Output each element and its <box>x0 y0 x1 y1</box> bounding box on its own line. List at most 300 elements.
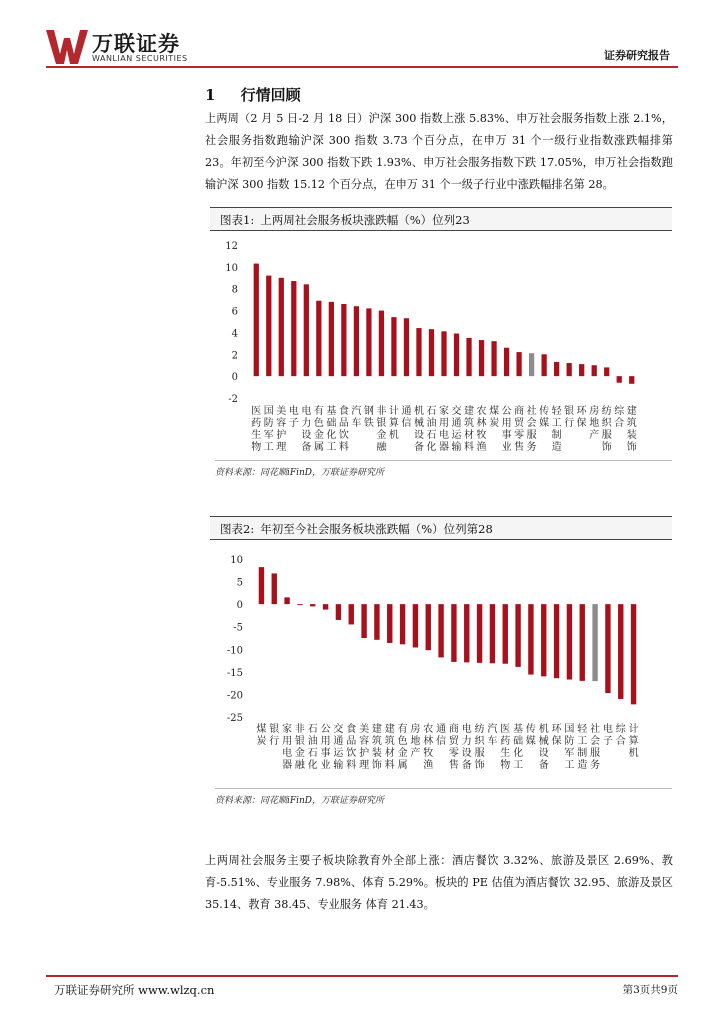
report-type: 证券研究报告 <box>604 49 670 62</box>
bar-煤炭 <box>259 567 264 604</box>
category-label <box>264 405 274 453</box>
bar-石油石化 <box>429 329 434 376</box>
svg-text:房: 房 <box>589 406 600 417</box>
svg-text:食: 食 <box>346 724 357 735</box>
svg-text:业: 业 <box>320 760 331 771</box>
bar-医药生物 <box>254 264 259 377</box>
page-number: 第3页共9页 <box>622 984 678 996</box>
bar-有色金属 <box>400 604 405 644</box>
svg-text:电: 电 <box>439 430 449 441</box>
svg-text:械: 械 <box>538 736 549 747</box>
svg-text:造: 造 <box>551 442 562 453</box>
category-label <box>276 404 286 453</box>
svg-text:林: 林 <box>476 418 487 429</box>
svg-text:饰: 饰 <box>474 760 485 771</box>
svg-text:造: 造 <box>577 760 588 771</box>
svg-text:建: 建 <box>626 406 637 417</box>
bar-纺织服饰 <box>604 367 609 376</box>
svg-text:生: 生 <box>251 430 262 441</box>
bar-综合 <box>617 376 622 383</box>
svg-text:环: 环 <box>551 724 562 735</box>
svg-text:纺: 纺 <box>601 406 612 417</box>
svg-text:银: 银 <box>376 418 387 429</box>
svg-text:渔: 渔 <box>423 760 434 771</box>
svg-text:渔: 渔 <box>476 442 487 453</box>
figure2-header <box>210 516 672 540</box>
bar-电子 <box>605 604 610 693</box>
bar-建筑材料 <box>387 604 392 643</box>
svg-text:生: 生 <box>500 748 511 759</box>
svg-text:备: 备 <box>301 442 312 453</box>
category-label <box>539 722 549 771</box>
svg-text:车: 车 <box>487 736 498 747</box>
bar-非银金融 <box>379 311 384 377</box>
svg-text:行: 行 <box>564 418 575 429</box>
svg-text:服: 服 <box>590 748 601 759</box>
svg-text:汽: 汽 <box>351 406 362 417</box>
svg-text:银: 银 <box>269 724 280 735</box>
svg-text:用: 用 <box>501 418 512 429</box>
svg-text:通: 通 <box>436 724 447 735</box>
svg-text:基: 基 <box>326 406 337 417</box>
bar-电力设备 <box>464 604 469 662</box>
category-label <box>359 722 369 771</box>
category-label <box>552 723 563 747</box>
bar-通信 <box>404 318 409 376</box>
svg-text:工: 工 <box>577 736 588 747</box>
svg-text:信: 信 <box>436 736 447 747</box>
category-label <box>301 404 311 453</box>
svg-text:务: 务 <box>590 760 601 771</box>
bar-国防军工 <box>567 604 572 679</box>
figure1-label: 图表1: <box>220 213 255 227</box>
footer-source: 万联证券研究所 www.wlzq.cn <box>54 983 215 997</box>
svg-text:轻: 轻 <box>577 724 588 735</box>
svg-text:机: 机 <box>388 430 399 441</box>
svg-text:石: 石 <box>426 406 437 417</box>
svg-text:保: 保 <box>551 736 562 747</box>
category-label <box>464 404 474 453</box>
y-tick-label: 10 <box>230 555 243 566</box>
y-tick-label: -20 <box>226 690 243 702</box>
bar-汽车 <box>354 306 359 376</box>
category-label <box>251 405 261 453</box>
svg-text:容: 容 <box>359 736 370 747</box>
svg-text:力: 力 <box>461 736 472 747</box>
svg-text:饮: 饮 <box>346 748 357 759</box>
chart1-biweekly-industry-returns <box>210 232 672 458</box>
category-label <box>364 404 374 429</box>
svg-text:售: 售 <box>448 760 459 771</box>
svg-text:车: 车 <box>351 418 362 429</box>
svg-text:备: 备 <box>538 760 549 771</box>
svg-text:基: 基 <box>513 724 524 735</box>
category-label <box>295 722 306 771</box>
svg-text:零: 零 <box>514 430 525 441</box>
svg-text:设: 设 <box>538 748 549 759</box>
svg-text:贸: 贸 <box>514 418 525 429</box>
svg-text:电: 电 <box>282 748 293 759</box>
svg-text:行: 行 <box>269 736 280 747</box>
bar-商贸零售 <box>516 352 521 376</box>
bar-银行 <box>567 363 572 376</box>
category-label <box>376 404 387 453</box>
svg-text:美: 美 <box>359 724 370 735</box>
category-label <box>475 722 486 771</box>
svg-text:物: 物 <box>500 760 511 771</box>
svg-text:输: 输 <box>333 760 344 771</box>
bar-商贸零售 <box>451 604 456 662</box>
svg-text:用: 用 <box>282 736 293 747</box>
bar-机械设备 <box>416 328 421 376</box>
svg-text:会: 会 <box>590 736 601 747</box>
svg-text:银: 银 <box>294 736 305 747</box>
svg-text:容: 容 <box>276 418 287 429</box>
bar-建筑装饰 <box>629 376 634 384</box>
y-tick-label: -10 <box>226 645 243 657</box>
svg-text:有: 有 <box>397 724 408 735</box>
svg-text:环: 环 <box>576 406 587 417</box>
bar-综合 <box>618 604 623 699</box>
svg-text:属: 属 <box>397 760 408 771</box>
y-tick-label: 0 <box>236 600 243 612</box>
svg-text:防: 防 <box>263 418 274 429</box>
bar-美容护理 <box>361 604 366 638</box>
svg-text:子: 子 <box>602 736 613 747</box>
category-label <box>346 722 356 771</box>
market-review-paragraph: 上两周（2 月 5 日-2 月 18 日）沪深 300 指数上涨 5.83%、申万社会服务指数上涨 2.1%，社会服务指数跑输沪深 300 指数 3.73 个百分点，在申万 31 个一级行业指数涨跌幅排第 23。年初至今沪深 300 指数下跌 1.93%、申万社会服务指数下跌 17.05%，申万社会指数跑输沪深 300 指数 15.12 个百分点，在申万 31 个一级子行业中涨跌幅排名第 28。 <box>205 112 673 191</box>
svg-text:护: 护 <box>359 748 370 759</box>
svg-text:装: 装 <box>626 430 637 441</box>
y-tick-label: -15 <box>226 667 243 679</box>
bar-环保 <box>579 364 584 376</box>
svg-text:筑: 筑 <box>371 736 382 747</box>
svg-text:美: 美 <box>276 406 287 417</box>
svg-text:金: 金 <box>313 430 324 441</box>
y-tick-label: -5 <box>233 622 243 634</box>
bar-食品饮料 <box>349 604 354 624</box>
category-label <box>256 722 266 747</box>
svg-text:机: 机 <box>538 724 549 735</box>
svg-text:交: 交 <box>451 406 462 417</box>
bar-电力设备 <box>304 284 309 376</box>
category-label <box>614 404 625 429</box>
category-label <box>477 404 487 453</box>
bar-钢铁 <box>366 308 371 376</box>
svg-text:综: 综 <box>614 406 625 417</box>
svg-text:媒: 媒 <box>539 418 550 429</box>
y-tick-label: 8 <box>231 284 238 296</box>
category-label <box>627 404 637 453</box>
y-tick-label: 5 <box>236 577 243 589</box>
svg-text:物: 物 <box>251 442 262 453</box>
sub-sector-paragraph: 上两周社会服务主要子板块除教育外全部上涨：酒店餐饮 3.32%、旅游及景区 2.69%、教育-5.51%、专业服务 7.98%、体育 5.29%。板块的 PE 估值为酒店餐饮 32.95、旅游及景区 35.14、教育 38.45、专业服务 体育 21.43。 <box>205 854 673 911</box>
svg-text:筑: 筑 <box>626 418 637 429</box>
bar-社会服务 <box>529 353 534 376</box>
footer-divider <box>46 975 678 977</box>
svg-text:农: 农 <box>476 406 487 417</box>
svg-text:家: 家 <box>282 724 293 735</box>
svg-text:电: 电 <box>288 406 299 417</box>
category-label <box>589 404 599 441</box>
svg-text:通: 通 <box>451 418 462 429</box>
svg-text:材: 材 <box>464 430 475 441</box>
svg-text:用: 用 <box>320 736 331 747</box>
category-label <box>410 722 420 759</box>
y-tick-label: 4 <box>231 328 238 340</box>
svg-text:地: 地 <box>410 736 421 747</box>
svg-text:通: 通 <box>333 736 344 747</box>
figure1-source: 资料来源：同花顺iFinD，万联证券研究所 <box>215 460 672 478</box>
svg-text:用: 用 <box>439 418 449 429</box>
svg-text:合: 合 <box>615 736 626 747</box>
category-label <box>289 404 299 429</box>
svg-text:算: 算 <box>388 418 399 429</box>
bar-医药生物 <box>503 604 508 664</box>
svg-text:通: 通 <box>401 406 412 417</box>
svg-text:保: 保 <box>576 418 587 429</box>
section-title <box>205 84 301 105</box>
category-label <box>527 404 537 453</box>
bar-汽车 <box>490 604 495 663</box>
svg-text:非: 非 <box>294 724 305 735</box>
svg-text:饮: 饮 <box>338 430 349 441</box>
svg-text:媒: 媒 <box>525 736 536 747</box>
svg-text:器: 器 <box>439 442 449 453</box>
svg-text:装: 装 <box>371 748 382 759</box>
bar-公用事业 <box>323 604 328 609</box>
svg-text:金: 金 <box>294 748 305 759</box>
svg-text:务: 务 <box>526 442 537 453</box>
svg-text:纺: 纺 <box>474 724 485 735</box>
svg-text:汽: 汽 <box>487 724 498 735</box>
svg-text:工: 工 <box>513 760 524 771</box>
category-label <box>351 405 361 429</box>
svg-text:筑: 筑 <box>464 418 475 429</box>
category-label <box>401 405 411 429</box>
svg-text:售: 售 <box>514 442 525 453</box>
svg-text:属: 属 <box>313 442 324 453</box>
bar-基础化工 <box>329 302 334 376</box>
category-label <box>500 723 510 771</box>
category-label <box>269 722 279 747</box>
svg-text:品: 品 <box>338 418 349 429</box>
svg-text:防: 防 <box>564 736 575 747</box>
category-label <box>526 722 536 747</box>
bar-轻工制造 <box>580 604 585 681</box>
brand-name: 万联证券 <box>92 32 180 56</box>
svg-text:产: 产 <box>589 430 600 441</box>
y-tick-label: -2 <box>228 394 238 405</box>
y-tick-label: 12 <box>225 241 238 252</box>
category-label <box>629 722 639 759</box>
svg-text:家: 家 <box>439 406 449 417</box>
category-label <box>385 722 395 771</box>
category-label <box>590 722 600 771</box>
bar-家用电器 <box>284 597 289 604</box>
chart2-ytd-industry-returns <box>210 542 672 782</box>
svg-text:机: 机 <box>628 748 639 759</box>
category-label <box>321 724 331 771</box>
svg-text:融: 融 <box>376 442 387 453</box>
svg-text:化: 化 <box>426 442 437 453</box>
svg-text:设: 设 <box>413 430 424 441</box>
svg-text:公: 公 <box>501 406 512 417</box>
bar-传媒 <box>528 604 533 674</box>
svg-text:设: 设 <box>301 430 312 441</box>
svg-text:商: 商 <box>514 406 525 417</box>
bar-公用事业 <box>504 348 509 376</box>
svg-text:饰: 饰 <box>371 760 382 771</box>
svg-text:社: 社 <box>590 724 601 735</box>
category-label <box>452 404 463 453</box>
svg-text:运: 运 <box>333 748 344 759</box>
svg-text:商: 商 <box>448 724 459 735</box>
svg-text:理: 理 <box>359 760 370 771</box>
svg-text:服: 服 <box>474 748 485 759</box>
svg-text:炭: 炭 <box>256 736 267 747</box>
y-tick-label: 10 <box>225 262 238 274</box>
bar-建筑装饰 <box>374 604 379 640</box>
bar-美容护理 <box>279 278 284 376</box>
svg-text:工: 工 <box>263 442 274 453</box>
svg-text:地: 地 <box>589 418 600 429</box>
bar-有色金属 <box>316 301 321 376</box>
svg-text:筑: 筑 <box>384 736 395 747</box>
bar-煤炭 <box>491 341 496 376</box>
category-label <box>333 722 344 771</box>
svg-text:煤: 煤 <box>489 406 500 417</box>
y-tick-label: 2 <box>231 350 238 362</box>
svg-text:军: 军 <box>564 748 575 759</box>
svg-text:备: 备 <box>461 760 472 771</box>
svg-text:材: 材 <box>384 748 395 759</box>
svg-text:农: 农 <box>423 724 434 735</box>
svg-text:石: 石 <box>307 724 318 735</box>
svg-text:理: 理 <box>276 442 287 453</box>
bar-基础化工 <box>515 604 520 667</box>
bar-计算机 <box>391 317 396 376</box>
category-label <box>339 404 349 453</box>
brand-name-en: WANLIAN SECURITIES <box>92 54 188 63</box>
svg-text:公: 公 <box>320 724 331 735</box>
svg-text:础: 础 <box>513 736 524 747</box>
svg-text:织: 织 <box>601 418 612 429</box>
svg-text:轻: 轻 <box>551 406 562 417</box>
bar-社会服务 <box>592 604 597 681</box>
svg-text:建: 建 <box>384 724 395 735</box>
category-label <box>552 405 563 453</box>
svg-text:饰: 饰 <box>601 442 612 453</box>
bar-食品饮料 <box>341 304 346 376</box>
category-label <box>449 722 460 771</box>
category-label <box>282 723 292 771</box>
svg-text:工: 工 <box>564 760 575 771</box>
svg-text:料: 料 <box>464 442 475 453</box>
bar-交通运输 <box>336 604 341 620</box>
svg-text:力: 力 <box>301 418 312 429</box>
bar-计算机 <box>631 604 636 704</box>
figure1-title: 上两周社会服务板块涨跌幅（%）位列23 <box>260 213 470 227</box>
svg-text:信: 信 <box>401 418 412 429</box>
bar-国防军工 <box>266 276 271 377</box>
svg-text:色: 色 <box>397 736 408 747</box>
svg-text:国: 国 <box>263 406 274 417</box>
y-tick-label: -25 <box>226 713 243 724</box>
bar-轻工制造 <box>554 362 559 376</box>
bar-环保 <box>554 604 559 678</box>
bar-家用电器 <box>441 331 446 376</box>
svg-text:计: 计 <box>388 406 399 417</box>
bar-电子 <box>291 281 296 376</box>
svg-text:产: 产 <box>410 748 421 759</box>
bar-房地产 <box>413 604 418 647</box>
svg-text:炭: 炭 <box>489 418 500 429</box>
bar-交通运输 <box>454 334 459 377</box>
header-divider <box>46 66 678 68</box>
category-label <box>577 405 588 429</box>
svg-text:电: 电 <box>461 724 472 735</box>
logo-mark-icon <box>46 30 90 64</box>
category-label <box>514 404 525 453</box>
svg-text:设: 设 <box>461 748 472 759</box>
svg-text:融: 融 <box>294 760 305 771</box>
bar-银行 <box>272 573 277 604</box>
svg-text:品: 品 <box>346 736 357 747</box>
svg-text:械: 械 <box>413 418 424 429</box>
svg-text:色: 色 <box>313 418 324 429</box>
figure2-title: 年初至今社会服务板块涨跌幅（%）位列第28 <box>260 522 493 536</box>
category-label <box>513 722 523 771</box>
svg-text:制: 制 <box>551 430 562 441</box>
svg-text:机: 机 <box>413 406 424 417</box>
bar-房地产 <box>592 365 597 376</box>
svg-text:国: 国 <box>564 724 575 735</box>
bar-纺织服饰 <box>477 604 482 663</box>
category-label <box>314 404 324 453</box>
category-label <box>564 404 574 429</box>
svg-text:饰: 饰 <box>626 442 637 453</box>
svg-text:算: 算 <box>628 736 639 747</box>
svg-text:业: 业 <box>501 442 512 453</box>
svg-text:制: 制 <box>577 748 588 759</box>
category-label <box>502 406 512 453</box>
svg-text:础: 础 <box>326 418 337 429</box>
svg-text:事: 事 <box>501 430 512 441</box>
svg-text:事: 事 <box>320 748 331 759</box>
category-label <box>426 405 436 453</box>
figure2-label: 图表2: <box>220 522 255 536</box>
figure2-source: 资料来源：同花顺iFinD，万联证券研究所 <box>215 788 672 806</box>
svg-text:子: 子 <box>288 418 299 429</box>
svg-text:料: 料 <box>346 760 357 771</box>
category-label <box>577 723 588 771</box>
bar-农林牧渔 <box>479 340 484 376</box>
svg-text:化: 化 <box>326 430 337 441</box>
category-label <box>439 405 449 453</box>
svg-text:建: 建 <box>464 406 475 417</box>
svg-text:钢: 钢 <box>363 406 374 417</box>
svg-text:合: 合 <box>614 418 625 429</box>
svg-text:服: 服 <box>601 430 612 441</box>
svg-text:石: 石 <box>426 430 437 441</box>
svg-text:会: 会 <box>526 418 537 429</box>
svg-text:工: 工 <box>326 442 337 453</box>
bar-机械设备 <box>541 604 546 676</box>
svg-text:医: 医 <box>500 724 511 735</box>
svg-text:化: 化 <box>513 748 524 759</box>
svg-text:社: 社 <box>526 406 537 417</box>
